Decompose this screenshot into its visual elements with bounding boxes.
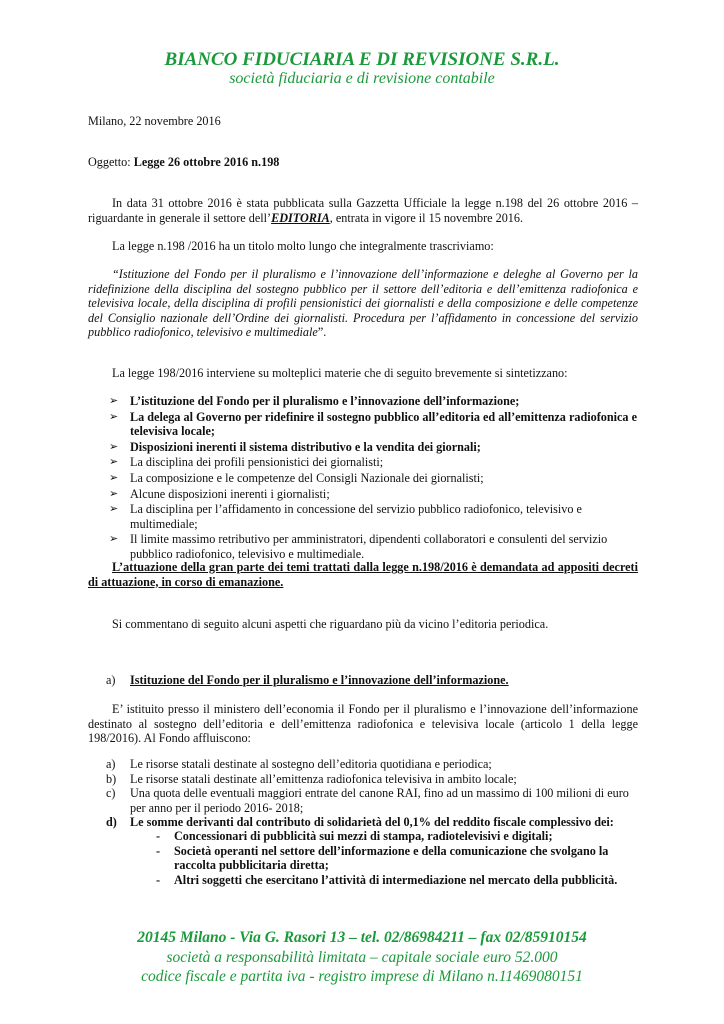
- solidarity-subject-item: [88, 829, 638, 844]
- topics-intro: La legge 198/2016 interviene su molteplici materie che di seguito brevemente si sintetizzano:: [112, 366, 568, 380]
- fund-source-item: [88, 772, 638, 787]
- topic-text: La delega al Governo per ridefinire il sostegno pubblico all’editoria ed all’emittenza radiofonica e televisiva locale;: [130, 409, 637, 439]
- fund-source-item: [88, 786, 638, 815]
- topic-item: [88, 487, 638, 502]
- topic-text: L’istituzione del Fondo per il pluralismo e l’innovazione dell’informazione;: [130, 394, 520, 408]
- topic-item: [88, 394, 638, 409]
- arrow-bullet-icon: ➢: [109, 456, 119, 469]
- topic-text: La composizione e le competenze del Consigli Nazionale dei giornalisti;: [130, 470, 484, 485]
- dash-bullet: -: [156, 843, 161, 858]
- date-line: Milano, 22 novembre 2016: [88, 114, 221, 128]
- subject-line: [88, 155, 638, 170]
- arrow-bullet-icon: ➢: [109, 440, 119, 453]
- footer-tax-info: codice fiscale e partita iva - registro imprese di Milano n.11469080151: [141, 968, 583, 985]
- section-a-letter: a): [106, 673, 116, 687]
- arrow-bullet-icon: ➢: [109, 503, 119, 516]
- item-letter: c): [106, 786, 116, 801]
- solidarity-subject-item: [88, 844, 638, 873]
- editoria-keyword: EDITORIA: [271, 210, 330, 225]
- fund-source-item: [88, 757, 638, 772]
- intro-paragraph: [88, 196, 638, 225]
- law-title-quote: [88, 267, 638, 340]
- topic-text: Il limite massimo retributivo per amministratori, dipendenti collaboratori e consulenti del servizio pubblico radiofonico, televisivo e multimediale.: [130, 532, 608, 561]
- topic-text: Alcune disposizioni inerenti i giornalisti;: [130, 486, 330, 501]
- item-text: Le somme derivanti dal contributo di solidarietà del 0,1% del reddito fiscale complessivo dei:: [130, 815, 614, 830]
- quote-close: ”.: [317, 325, 327, 340]
- arrow-bullet-icon: ➢: [109, 395, 119, 407]
- intro-text-end: , entrata in vigore il 15 novembre 2016.: [329, 210, 524, 225]
- subject-value: Legge 26 ottobre 2016 n.198: [133, 155, 280, 169]
- commento-paragraph: Si commentano di seguito alcuni aspetti che riguardano più da vicino l’editoria periodica.: [112, 617, 549, 631]
- topic-text: Disposizioni inerenti il sistema distributivo e la vendita dei giornali;: [130, 439, 481, 454]
- item-letter: d): [106, 815, 117, 830]
- intro-text: In data 31 ottobre 2016 è stata pubblicata sulla Gazzetta Ufficiale la legge n.198 del 26 ottobre 2016 – riguardante in generale il settore dell’: [88, 196, 638, 225]
- topic-item: [88, 410, 638, 439]
- subitem-text: Concessionari di pubblicità sui mezzi di stampa, radiotelevisivi e digitali;: [174, 829, 553, 843]
- topics-list: [88, 394, 638, 563]
- footer-company-info: società a responsabilità limitata – capitale sociale euro 52.000: [166, 949, 558, 966]
- dash-bullet: -: [156, 872, 161, 887]
- topic-item: [88, 455, 638, 470]
- item-letter: a): [106, 757, 116, 771]
- footer-address: 20145 Milano - Via G. Rasori 13 – tel. 02/86984211 – fax 02/85910154: [137, 929, 587, 946]
- dash-bullet: -: [156, 829, 161, 843]
- section-a-title: Istituzione del Fondo per il pluralismo e l’innovazione dell’informazione.: [130, 673, 509, 687]
- subject-label: Oggetto:: [88, 155, 134, 169]
- subitem-text: Società operanti nel settore dell’informazione e della comunicazione che svolgano la raccolta pubblicitaria diretta;: [174, 843, 609, 873]
- solidarity-subjects-list: [88, 829, 638, 887]
- topic-item: [88, 502, 638, 531]
- arrow-bullet-icon: ➢: [109, 487, 119, 500]
- topic-item: [88, 471, 638, 486]
- topic-text: La disciplina dei profili pensionistici dei giornalisti;: [130, 455, 384, 470]
- arrow-bullet-icon: ➢: [109, 471, 119, 484]
- fund-sources-list: [88, 757, 638, 830]
- attuazione-paragraph: L’attuazione della gran parte dei temi trattati dalla legge n.198/2016 è demandata ad appositi decreti di attuazione, in corso di emanazione.: [88, 560, 638, 589]
- arrow-bullet-icon: ➢: [109, 533, 119, 546]
- topic-item: [88, 532, 638, 561]
- company-name: BIANCO FIDUCIARIA E DI REVISIONE S.R.L.: [164, 49, 560, 70]
- quote-text: “Istituzione del Fondo per il pluralismo e l’innovazione dell’informazione e deleghe al Governo per la ridefinizione della disciplina del sostegno pubblico per il settore dell’editoria e dell’emittenza radiofonica e televisiva locale, della disciplina di profili pensionistici dei giornalisti e della composizione e delle competenze del Consiglio nazionale dell’Ordine dei giornalisti. Procedura per l’affidamento in concessione del servizio pubblico radiofonico, televisivo e multimediale: [88, 267, 638, 340]
- topic-item: [88, 440, 638, 455]
- topic-text: La disciplina per l’affidamento in concessione del servizio pubblico radiofonico, televisivo e multimediale;: [130, 502, 582, 531]
- solidarity-subject-item: [88, 873, 638, 888]
- subitem-text: Altri soggetti che esercitano l’attività di intermediazione nel mercato della pubblicità.: [174, 872, 618, 887]
- item-letter: b): [106, 771, 117, 786]
- section-a-body: E’ istituito presso il ministero dell’economia il Fondo per il pluralismo e l’innovazione dell’informazione destinato al sostegno dell’editoria e dell’emittenza radiofonica e televisiva locale (articolo 1 della legge 198/2016). Al Fondo affluiscono:: [88, 702, 638, 746]
- item-text: Una quota delle eventuali maggiori entrate del canone RAI, fino ad un massimo di 100 milioni di euro per anno per il periodo 2016- 2018;: [130, 786, 629, 815]
- company-subtitle: società fiduciaria e di revisione contabile: [229, 70, 495, 87]
- title-intro-paragraph: La legge n.198 /2016 ha un titolo molto lungo che integralmente trascriviamo:: [112, 239, 494, 253]
- item-text: Le risorse statali destinate all’emittenza radiofonica televisiva in ambito locale;: [130, 771, 517, 786]
- fund-source-item: [88, 815, 638, 830]
- arrow-bullet-icon: ➢: [109, 410, 119, 423]
- item-text: Le risorse statali destinate al sostegno dell’editoria quotidiana e periodica;: [130, 757, 492, 771]
